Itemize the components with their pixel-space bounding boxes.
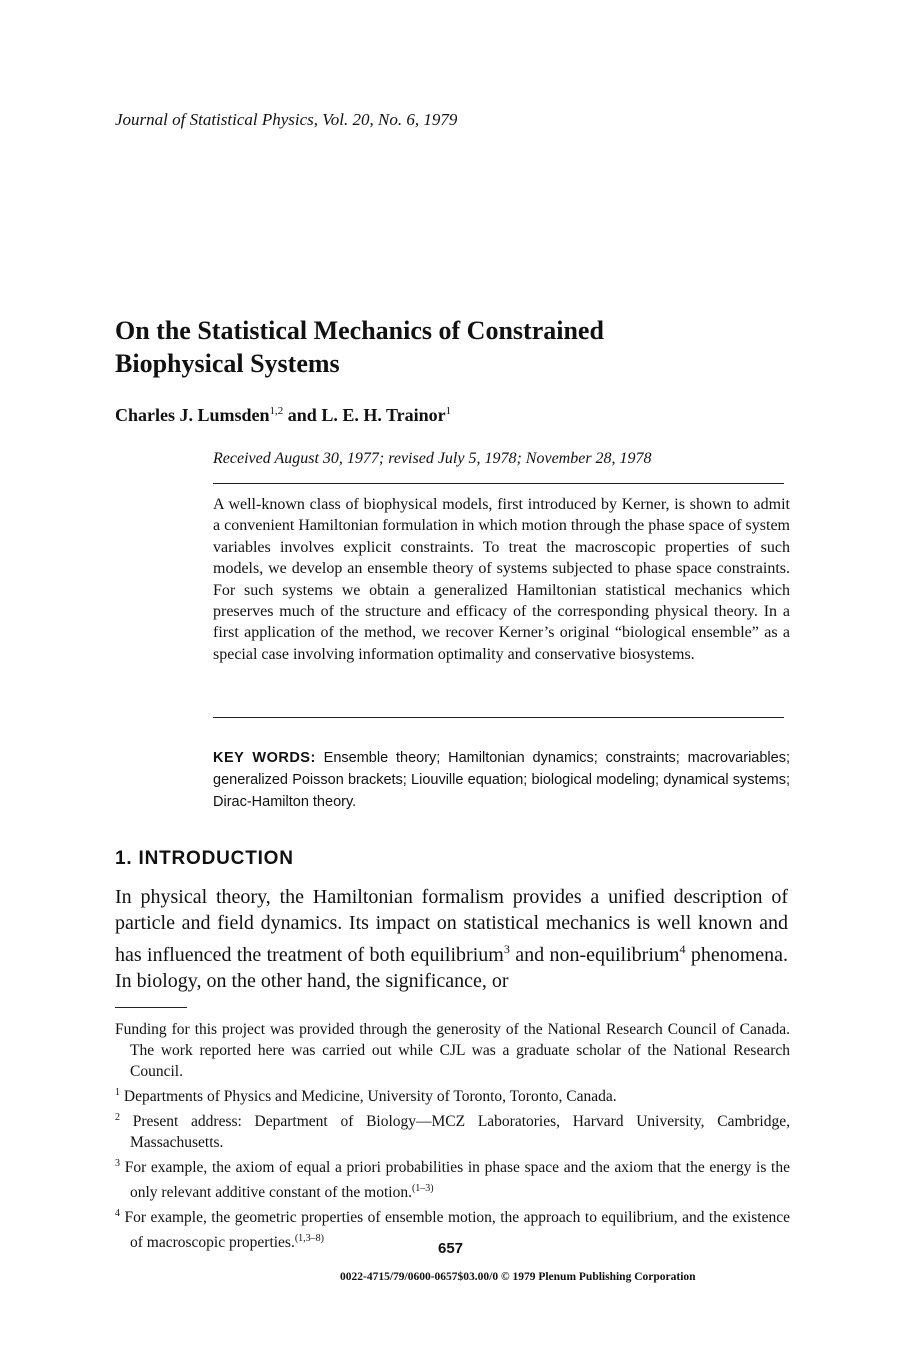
- footnote-4-refs: (1,3–8): [294, 1233, 325, 1244]
- intro-ref-a: 3: [503, 942, 510, 956]
- footnote-1-mark: 1: [115, 1087, 120, 1098]
- title-line-2: Biophysical Systems: [115, 349, 340, 378]
- author-1: Charles J. Lumsden: [115, 405, 270, 425]
- footnotes: [115, 1019, 790, 1253]
- section-heading: 1. INTRODUCTION: [115, 848, 294, 869]
- footnote-funding: Funding for this project was provided through the generosity of the National Research Council of Canada. The work reported here was carried out while CJL was a graduate scholar of the National Research Council.: [115, 1021, 790, 1080]
- author-conjunction: and: [283, 405, 322, 425]
- footnote-3-mark: 3: [115, 1158, 120, 1169]
- footnote-1-text: Departments of Physics and Medicine, University of Toronto, Toronto, Canada.: [120, 1088, 617, 1105]
- footnote-2-mark: 2: [115, 1112, 120, 1123]
- intro-text-c: phenomena. In biology, on the other hand, the significance, or: [115, 944, 789, 992]
- author-2: L. E. H. Trainor: [321, 405, 446, 425]
- key-words-list: Ensemble theory; Hamiltonian dynamics; constraints; macrovariables; generalized Poisson brackets; Liouville equation; biological modeling; dynamical systems; Dirac-Hamilton theory.: [213, 750, 790, 810]
- author-2-affiliation-marks: 1: [445, 405, 452, 417]
- key-words-label: KEY WORDS:: [213, 750, 316, 766]
- intro-text-b: and non-equilibrium: [509, 944, 680, 966]
- footnote-2: [115, 1107, 790, 1153]
- key-words: [213, 747, 790, 813]
- intro-ref-b: 4: [679, 942, 686, 956]
- received-dates: Received August 30, 1977; revised July 5, 1978; November 28, 1978: [213, 450, 652, 467]
- journal-citation: Journal of Statistical Physics, Vol. 20, No. 6, 1979: [115, 110, 458, 129]
- article-title: [115, 314, 715, 380]
- abstract: A well-known class of biophysical models, first introduced by Kerner, is shown to admit a convenient Hamiltonian formulation in which motion through the phase space of system variables involves explicit constraints. To treat the macroscopic properties of such models, we develop an ensemble theory of systems subjected to phase space constraints. For such systems we obtain a generalized Hamiltonian statistical mechanics which preserves much of the structure and efficacy of the corresponding physical theory. In a first application of the method, we recover Kerner’s original “biological ensemble” as a special case involving information optimality and conservative biosystems.: [213, 496, 790, 663]
- footnote-3: [115, 1153, 790, 1203]
- footnote-3-refs: (1–3): [411, 1183, 434, 1194]
- footnote-4-text: For example, the geometric properties of ensemble motion, the approach to equilibrium, and the existence of macroscopic properties.: [120, 1209, 790, 1251]
- footnote-2-text: Present address: Department of Biology—MCZ Laboratories, Harvard University, Cambridge, Massachusetts.: [120, 1113, 790, 1151]
- title-line-1: On the Statistical Mechanics of Constrained: [115, 316, 604, 345]
- abstract-top-rule: [213, 483, 784, 484]
- abstract-bottom-rule: [213, 717, 784, 718]
- page-number: 657: [437, 1240, 464, 1257]
- copyright-line: 0022-4715/79/0600-0657$03.00/0 © 1979 Plenum Publishing Corporation: [340, 1271, 696, 1283]
- footnote-1: [115, 1082, 790, 1107]
- footnote-4-mark: 4: [115, 1208, 120, 1219]
- author-line: [115, 405, 451, 426]
- intro-text-a: In physical theory, the Hamiltonian formalism provides a unified description of particle and field dynamics. Its impact on statistical mechanics is well known and has influenced the treatment of both equilibrium: [115, 886, 788, 966]
- author-1-affiliation-marks: 1,2: [269, 405, 284, 417]
- introduction-paragraph: [115, 884, 788, 994]
- footnote-3-text: For example, the axiom of equal a priori probabilities in phase space and the axiom that the energy is the only relevant additive constant of the motion.: [120, 1159, 790, 1201]
- footnote-rule: [115, 1007, 187, 1008]
